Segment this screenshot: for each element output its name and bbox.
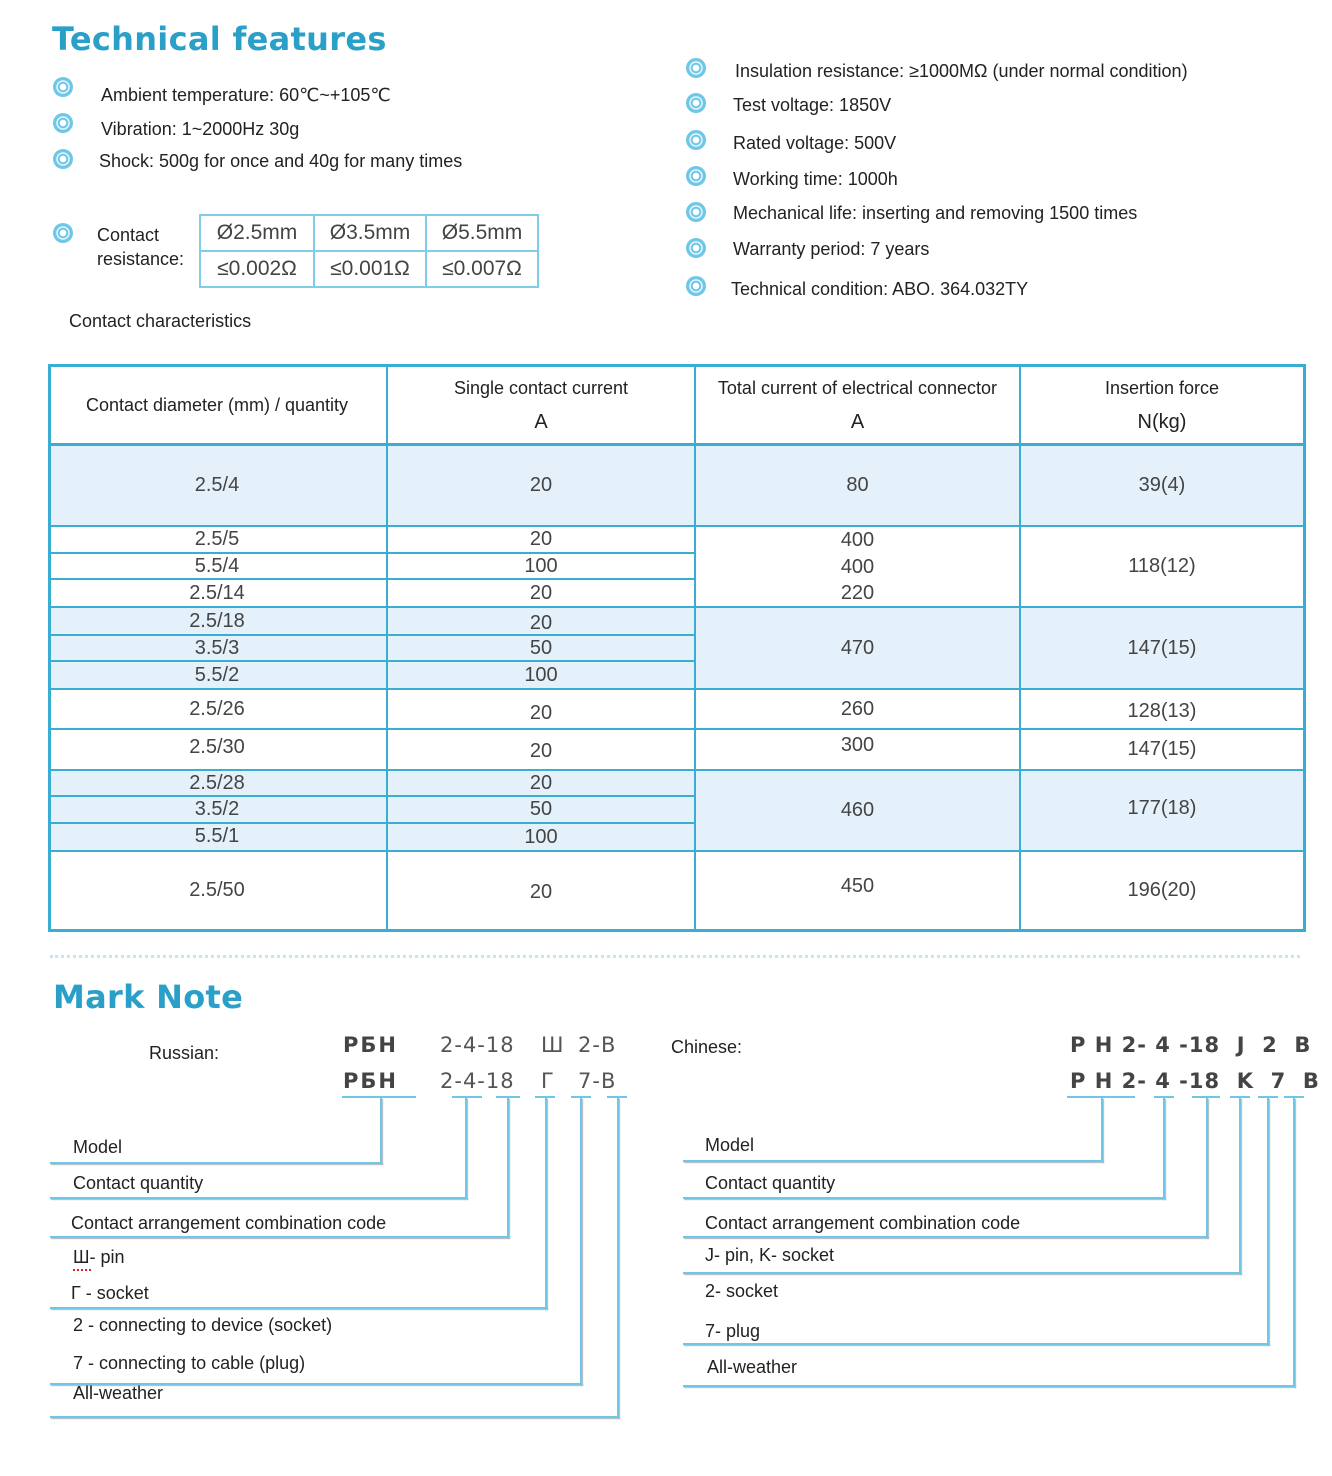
header-insertion-force-text: Insertion force [1104,378,1220,398]
table-cell: 39(4) [1138,474,1186,496]
table-cell: 128(13) [1127,699,1197,722]
russian-code-quantity-1: 2-4-18 [440,1033,515,1057]
table-cell: 2.5/14 [189,581,245,604]
table-cell: 20 [529,581,553,604]
table-cell: 2.5/26 [189,697,245,720]
table-cell: 20 [529,474,553,496]
table-cell: 20 [529,739,553,762]
table-cell: 20 [529,528,553,550]
feature-working-time: Working time: 1000h [733,169,898,189]
chinese-item-all-weather: All-weather [707,1357,798,1377]
header-single-current-unit: A [534,411,548,433]
russian-code-type-1: Ш [541,1033,565,1057]
table-cell: 177(18) [1127,797,1197,819]
russian-item-arrangement-code: Contact arrangement combination code [71,1213,387,1233]
russian-code-type-2: Г [541,1069,555,1093]
table-cell: 20 [529,611,553,634]
feature-vibration: Vibration: 1~2000Hz 30g [101,119,300,139]
feature-ambient-temperature: Ambient temperature: 60℃~+105℃ [101,85,391,105]
resistance-header-2-5: Ø2.5mm [200,215,314,251]
table-cell: 2.5/5 [194,528,240,550]
russian-code-suffix-2: 7-В [578,1069,617,1093]
table-cell: 3.5/2 [194,798,240,820]
table-cell: 100 [524,825,558,848]
header-insertion-force [1021,367,1303,443]
contact-characteristics-caption: Contact characteristics [69,311,252,331]
table-cell: 3.5/3 [194,636,240,659]
russian-item-connecting-cable: 7 - connecting to cable (plug) [73,1353,306,1373]
contact-resistance-label-line1: Contact [97,225,160,245]
bullet-icon [686,202,706,222]
table-cell: 147(15) [1127,737,1197,760]
table-cell: 2.5/18 [189,609,245,632]
chinese-code-line1: P H 2- 4 -18 J 2 B [1070,1033,1312,1057]
header-single-current [388,367,694,443]
table-cell: 50 [529,636,553,659]
russian-code-model-2: РБН [343,1069,398,1093]
resistance-header-3-5: Ø3.5mm [314,215,426,251]
header-contact-diameter-text: Contact diameter (mm) / quantity [85,395,349,415]
header-insertion-force-unit: N(kg) [1137,411,1187,433]
contact-resistance-table [199,214,539,288]
bullet-icon [686,238,706,258]
bullet-icon [53,149,73,169]
feature-warranty-period: Warranty period: 7 years [733,239,930,259]
bullet-icon [686,93,706,113]
chinese-item-model: Model [705,1135,755,1155]
russian-item-all-weather: All-weather [73,1383,164,1403]
feature-insulation-resistance: Insulation resistance: ≥1000MΩ (under normal condition) [735,61,1188,81]
table-cell: 400 [840,529,875,551]
table-cell: 147(15) [1127,636,1197,659]
russian-code-suffix-1: 2-В [578,1033,617,1057]
resistance-value-2-5: ≤0.002Ω [200,251,314,287]
feature-test-voltage: Test voltage: 1850V [733,95,892,115]
table-cell: 118(12) [1128,555,1196,577]
mark-note-heading: Mark Note [53,978,244,1016]
technical-features-heading: Technical features [52,20,387,58]
header-total-current-unit: A [850,411,865,433]
chinese-code-line2: P H 2- 4 -18 K 7 B [1070,1069,1320,1093]
russian-item-connecting-device: 2 - connecting to device (socket) [73,1315,333,1335]
table-cell: 80 [846,474,869,496]
russian-item-socket: Г - socket [71,1283,149,1303]
feature-technical-condition: Technical condition: ABO. 364.032TY [731,279,1029,299]
russian-item-contact-quantity: Contact quantity [73,1173,204,1193]
bullet-icon [686,276,706,296]
bullet-icon [686,130,706,150]
contact-characteristics-table [48,364,1306,932]
feature-rated-voltage: Rated voltage: 500V [733,133,897,153]
russian-code-quantity-2: 2-4-18 [440,1069,515,1093]
table-cell: 460 [840,799,875,821]
russian-item-pin: Ш- pin [73,1247,125,1267]
table-cell: 196(20) [1127,879,1197,901]
table-cell: 20 [529,771,553,794]
russian-label: Russian: [149,1043,220,1063]
resistance-value-5-5: ≤0.007Ω [426,251,538,287]
bullet-icon [686,166,706,186]
russian-code-model-1: РБН [343,1033,398,1057]
section-divider [50,955,1300,958]
resistance-value-3-5: ≤0.001Ω [314,251,426,287]
table-cell: 50 [529,798,553,820]
table-cell: 20 [529,881,553,903]
resistance-header-5-5: Ø5.5mm [426,215,538,251]
table-cell: 2.5/4 [194,474,240,496]
table-cell: 100 [524,663,558,686]
table-cell: 5.5/4 [194,554,240,577]
header-contact-diameter [48,367,386,443]
chinese-item-socket: 2- socket [705,1281,779,1301]
table-cell: 100 [524,554,558,577]
chinese-label: Chinese: [671,1037,743,1057]
header-total-current [696,367,1019,443]
table-cell: 220 [840,581,875,604]
table-cell: 260 [840,697,875,720]
russian-item-model: Model [73,1137,123,1157]
chinese-item-pin-socket: J- pin, K- socket [705,1245,835,1265]
table-cell: 2.5/28 [189,771,245,794]
chinese-item-arrangement-code: Contact arrangement combination code [705,1213,1021,1233]
feature-mechanical-life: Mechanical life: inserting and removing 1500 times [733,203,1138,223]
chinese-item-contact-quantity: Contact quantity [705,1173,836,1193]
table-cell: 470 [840,636,875,659]
feature-shock: Shock: 500g for once and 40g for many times [99,151,463,171]
header-single-current-text: Single contact current [453,378,629,398]
table-cell: 20 [529,701,553,724]
header-total-current-text: Total current of electrical connector [717,378,998,398]
table-cell: 300 [840,733,875,756]
table-cell: 2.5/30 [189,735,245,758]
table-cell: 450 [840,875,875,897]
table-cell: 5.5/1 [194,824,240,847]
table-cell: 2.5/50 [189,879,245,901]
bullet-icon [53,113,73,133]
table-cell: 400 [840,555,875,578]
table-cell: 5.5/2 [194,663,240,686]
bullet-icon [53,223,73,243]
bullet-icon [686,58,706,78]
bullet-icon [53,77,73,97]
chinese-item-plug: 7- plug [705,1321,761,1341]
contact-resistance-label-line2: resistance: [97,249,185,269]
